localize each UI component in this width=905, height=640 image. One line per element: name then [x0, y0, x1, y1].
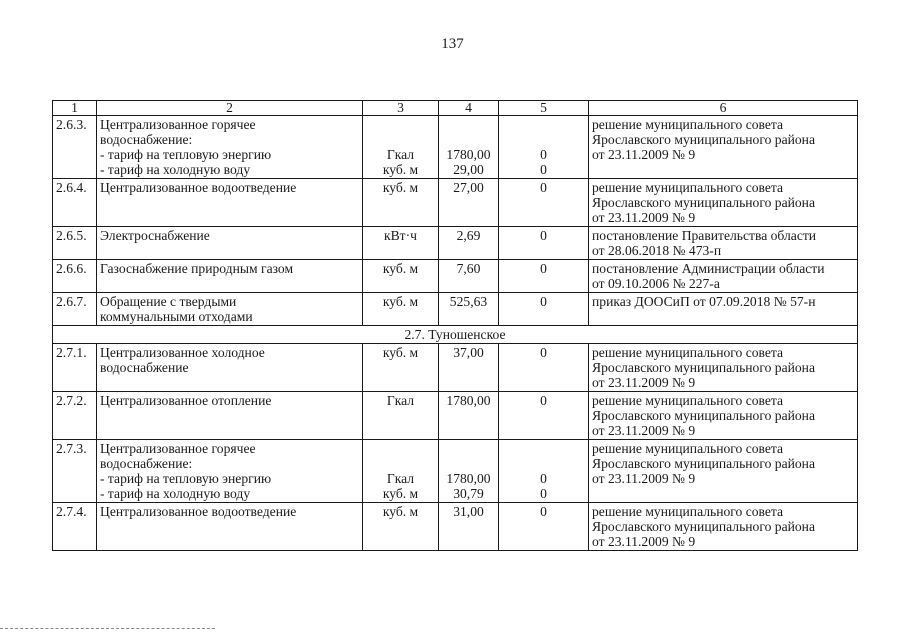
tariff-value-line — [442, 456, 495, 471]
unit-line: куб. м — [382, 162, 419, 177]
unit-line: куб. м — [382, 261, 419, 276]
table-row — [53, 344, 858, 392]
table-row — [53, 293, 858, 326]
unit-cell — [363, 227, 439, 260]
row-number: 2.6.6. — [53, 260, 97, 293]
tariff-value-cell — [439, 227, 499, 260]
column-5-line: 0 — [540, 471, 547, 486]
unit-cell — [363, 344, 439, 392]
tariff-value-line: 31,00 — [453, 504, 484, 519]
legal-basis-line: Ярославского муниципального района — [592, 132, 815, 147]
unit-line: куб. м — [382, 294, 419, 309]
row-number: 2.7.3. — [53, 440, 97, 503]
tariff-value-line: 525,63 — [449, 294, 488, 309]
table-row — [53, 227, 858, 260]
unit-line: Гкал — [386, 471, 415, 486]
legal-basis-line: решение муниципального совета — [592, 504, 784, 519]
tariff-value-line: 2,69 — [456, 228, 481, 243]
column-5-line: 0 — [540, 261, 547, 276]
unit-cell — [363, 293, 439, 326]
tariff-value-line: 37,00 — [453, 345, 484, 360]
unit-cell — [363, 440, 439, 503]
column-5-cell — [499, 293, 589, 326]
legal-basis-line: решение муниципального совета — [592, 117, 784, 132]
service-name — [97, 440, 363, 503]
unit-cell — [363, 260, 439, 293]
column-5-line: 0 — [540, 162, 547, 177]
unit-line — [366, 132, 435, 147]
legal-basis-line: от 23.11.2009 № 9 — [592, 147, 696, 162]
page-number: 137 — [441, 36, 464, 52]
column-5-line: 0 — [540, 147, 547, 162]
row-number: 2.6.3. — [53, 116, 97, 179]
legal-basis-line: Ярославского муниципального района — [592, 408, 815, 423]
name-line: - тариф на тепловую энергию — [100, 147, 272, 162]
column-5-line: 0 — [540, 345, 547, 360]
unit-line: куб. м — [382, 504, 419, 519]
column-5-cell — [499, 116, 589, 179]
legal-basis-line: от 23.11.2009 № 9 — [592, 375, 696, 390]
legal-basis-cell — [589, 227, 858, 260]
legal-basis-line: от 23.11.2009 № 9 — [592, 423, 696, 438]
name-line: - тариф на холодную воду — [100, 162, 251, 177]
legal-basis-line: от 28.06.2018 № 473-п — [592, 243, 722, 258]
column-5-cell — [499, 392, 589, 440]
column-5-cell — [499, 227, 589, 260]
legal-basis-line: от 23.11.2009 № 9 — [592, 471, 696, 486]
name-line: Электроснабжение — [100, 228, 210, 243]
row-number: 2.7.4. — [53, 503, 97, 551]
column-5-cell — [499, 503, 589, 551]
tariff-table-body — [53, 101, 858, 551]
tariff-value-line: 7,60 — [456, 261, 481, 276]
column-5-line — [502, 117, 585, 132]
tariff-value-line — [442, 117, 495, 132]
legal-basis-cell — [589, 503, 858, 551]
tariff-table — [52, 100, 858, 551]
tariff-value-line: 1780,00 — [446, 147, 491, 162]
legal-basis-line: решение муниципального совета — [592, 180, 784, 195]
name-line: Централизованное водоотведение — [100, 504, 297, 519]
name-line: Централизованное водоотведение — [100, 180, 297, 195]
service-name — [97, 116, 363, 179]
unit-line: куб. м — [382, 180, 419, 195]
name-line: Газоснабжение природным газом — [100, 261, 294, 276]
legal-basis-cell — [589, 260, 858, 293]
section-row — [53, 326, 858, 344]
header-cell: 2 — [97, 101, 363, 116]
name-line: - тариф на холодную воду — [100, 486, 251, 501]
unit-cell — [363, 116, 439, 179]
column-5-line — [502, 441, 585, 456]
name-line: водоснабжение — [100, 360, 189, 375]
header-cell: 1 — [53, 101, 97, 116]
footer-line — [0, 628, 215, 630]
tariff-value-cell — [439, 293, 499, 326]
name-line: Централизованное отопление — [100, 393, 272, 408]
row-number: 2.7.1. — [53, 344, 97, 392]
unit-cell — [363, 179, 439, 227]
header-cell: 5 — [499, 101, 589, 116]
unit-line: куб. м — [382, 345, 419, 360]
table-row — [53, 260, 858, 293]
tariff-value-cell — [439, 116, 499, 179]
column-5-line: 0 — [540, 294, 547, 309]
name-line: водоснабжение: — [100, 132, 193, 147]
tariff-value-line: 27,00 — [453, 180, 484, 195]
service-name — [97, 392, 363, 440]
column-5-line: 0 — [540, 393, 547, 408]
legal-basis-line: от 23.11.2009 № 9 — [592, 210, 696, 225]
table-header-row — [53, 101, 858, 116]
table-row — [53, 179, 858, 227]
legal-basis-line: постановление Правительства области — [592, 228, 817, 243]
service-name — [97, 344, 363, 392]
column-5-cell — [499, 440, 589, 503]
legal-basis-line: Ярославского муниципального района — [592, 195, 815, 210]
tariff-value-line: 29,00 — [453, 162, 484, 177]
tariff-value-cell — [439, 440, 499, 503]
table-row — [53, 392, 858, 440]
legal-basis-line: решение муниципального совета — [592, 345, 784, 360]
section-title: 2.7. Туношенское — [53, 326, 858, 344]
tariff-value-cell — [439, 503, 499, 551]
unit-line: Гкал — [386, 147, 415, 162]
legal-basis-cell — [589, 344, 858, 392]
row-number: 2.6.4. — [53, 179, 97, 227]
table-row — [53, 116, 858, 179]
header-cell: 4 — [439, 101, 499, 116]
name-line: коммунальными отходами — [100, 309, 253, 324]
column-5-cell — [499, 179, 589, 227]
unit-line — [366, 117, 435, 132]
tariff-value-cell — [439, 392, 499, 440]
header-cell: 3 — [363, 101, 439, 116]
tariff-value-line: 1780,00 — [446, 471, 491, 486]
name-line: водоснабжение: — [100, 456, 193, 471]
legal-basis-cell — [589, 179, 858, 227]
table-row — [53, 440, 858, 503]
tariff-value-line — [442, 132, 495, 147]
legal-basis-line: постановление Администрации области — [592, 261, 825, 276]
row-number: 2.6.7. — [53, 293, 97, 326]
tariff-value-line: 30,79 — [453, 486, 484, 501]
unit-line: Гкал — [386, 393, 415, 408]
column-5-line: 0 — [540, 228, 547, 243]
unit-cell — [363, 503, 439, 551]
legal-basis-line: от 23.11.2009 № 9 — [592, 534, 696, 549]
row-number: 2.6.5. — [53, 227, 97, 260]
name-line: Обращение с твердыми — [100, 294, 237, 309]
tariff-value-line: 1780,00 — [446, 393, 491, 408]
column-5-cell — [499, 344, 589, 392]
service-name — [97, 503, 363, 551]
legal-basis-line: приказ ДООСиП от 07.09.2018 № 57-н — [592, 294, 816, 309]
table-row — [53, 503, 858, 551]
legal-basis-line: решение муниципального совета — [592, 441, 784, 456]
service-name — [97, 260, 363, 293]
row-number: 2.7.2. — [53, 392, 97, 440]
legal-basis-cell — [589, 440, 858, 503]
tariff-value-line — [442, 441, 495, 456]
name-line: - тариф на тепловую энергию — [100, 471, 272, 486]
tariff-value-cell — [439, 344, 499, 392]
name-line: Централизованное горячее — [100, 117, 256, 132]
service-name — [97, 227, 363, 260]
unit-line: кВт·ч — [384, 228, 417, 243]
column-5-line: 0 — [540, 486, 547, 501]
column-5-line: 0 — [540, 504, 547, 519]
unit-cell — [363, 392, 439, 440]
name-line: Централизованное горячее — [100, 441, 256, 456]
column-5-line — [502, 456, 585, 471]
service-name — [97, 293, 363, 326]
unit-line: куб. м — [382, 486, 419, 501]
legal-basis-cell — [589, 116, 858, 179]
legal-basis-line: от 09.10.2006 № 227-а — [592, 276, 720, 291]
legal-basis-cell — [589, 293, 858, 326]
legal-basis-line: Ярославского муниципального района — [592, 519, 815, 534]
unit-line — [366, 456, 435, 471]
column-5-line: 0 — [540, 180, 547, 195]
legal-basis-line: Ярославского муниципального района — [592, 360, 815, 375]
name-line: Централизованное холодное — [100, 345, 265, 360]
legal-basis-line: решение муниципального совета — [592, 393, 784, 408]
tariff-value-cell — [439, 179, 499, 227]
legal-basis-line: Ярославского муниципального района — [592, 456, 815, 471]
header-cell: 6 — [589, 101, 858, 116]
service-name — [97, 179, 363, 227]
tariff-value-cell — [439, 260, 499, 293]
legal-basis-cell — [589, 392, 858, 440]
column-5-cell — [499, 260, 589, 293]
unit-line — [366, 441, 435, 456]
column-5-line — [502, 132, 585, 147]
